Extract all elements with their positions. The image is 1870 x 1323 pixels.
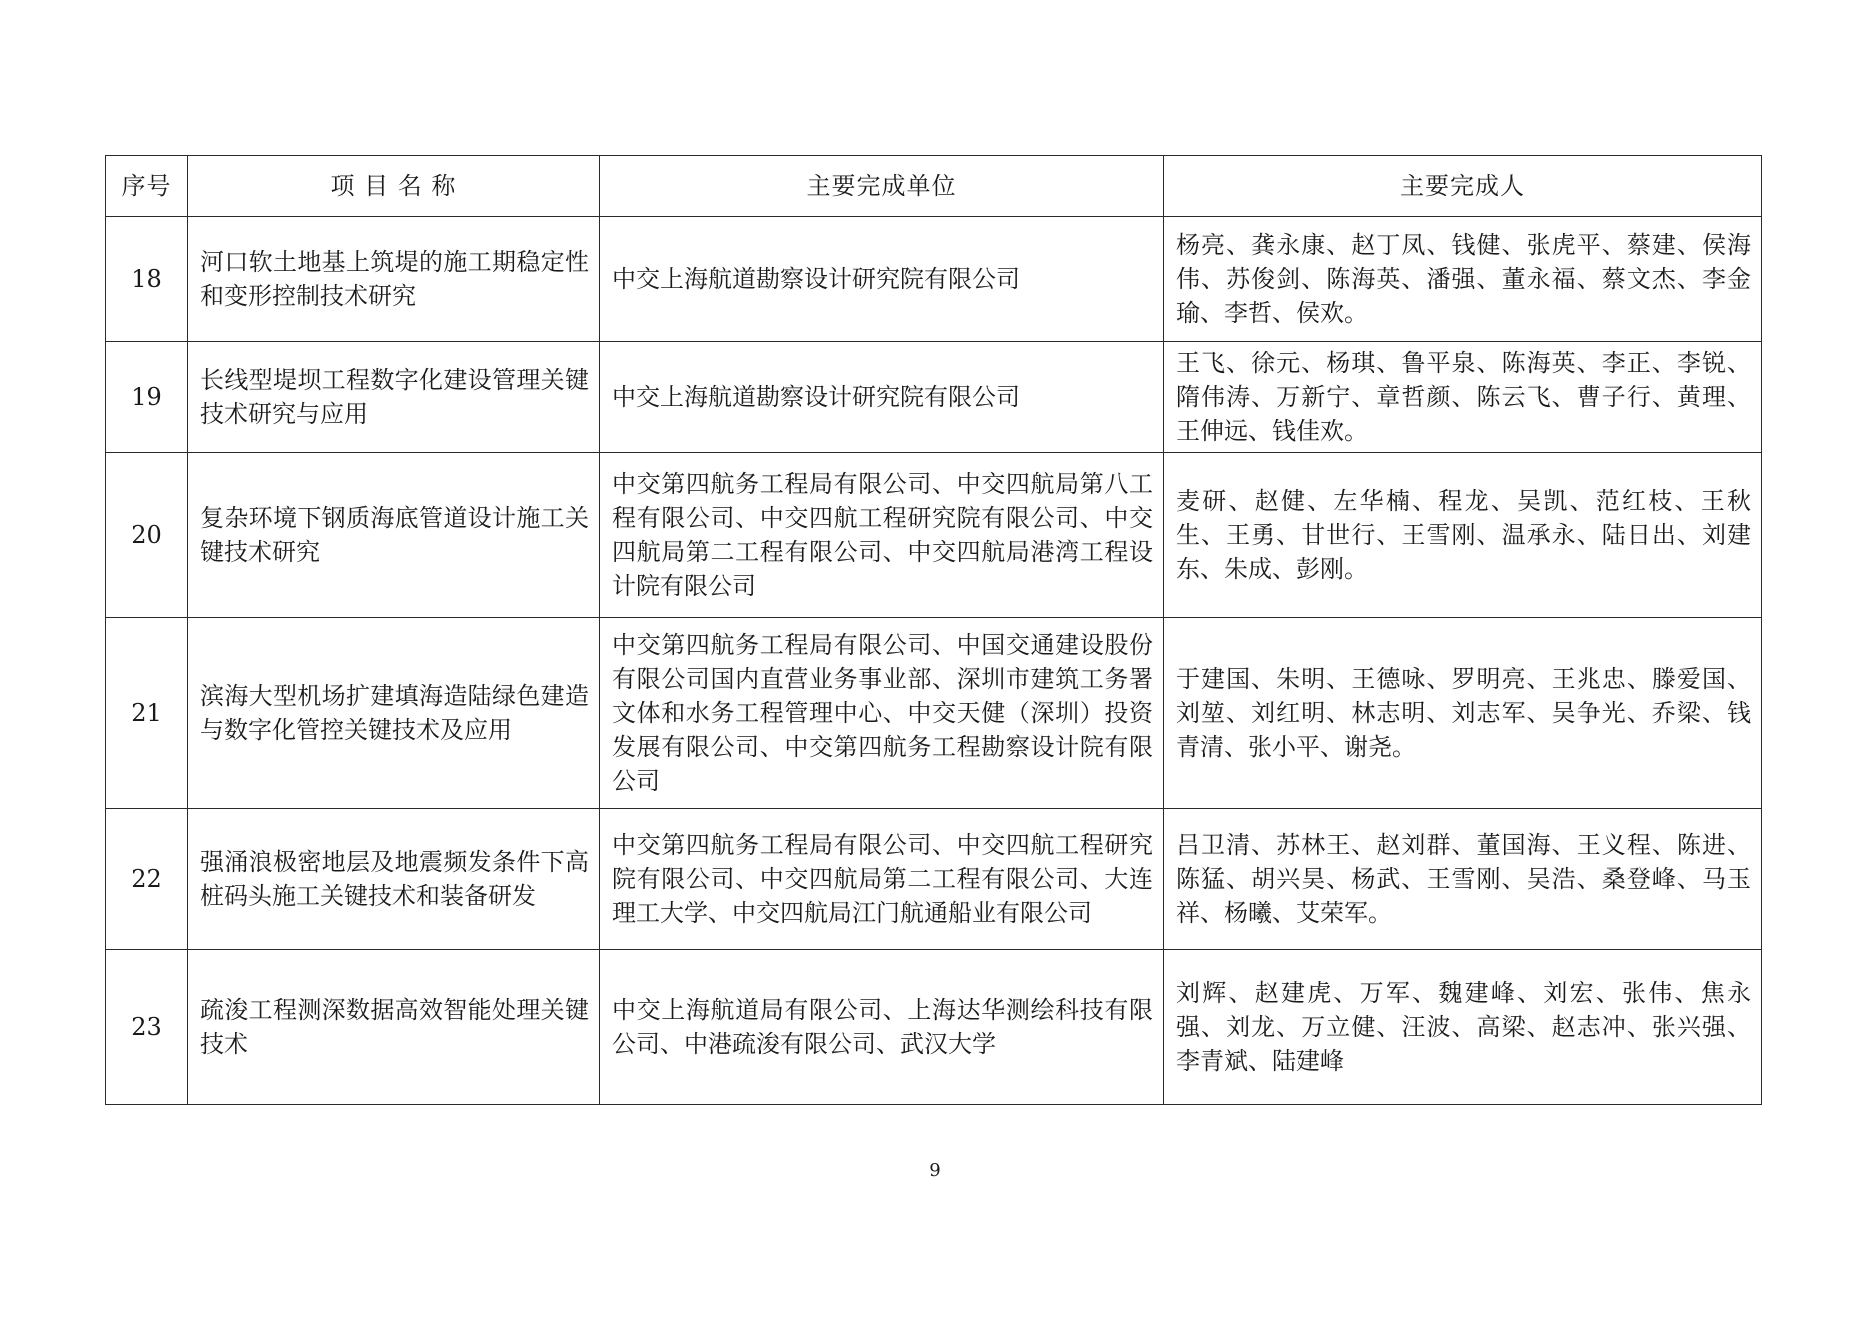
completing-units: 中交第四航务工程局有限公司、中国交通建设股份有限公司国内直营业务事业部、深圳市建筑工务署文体和水务工程管理中心、中交天健（深圳）投资发展有限公司、中交第四航务工程勘察设计院有限公司 — [600, 618, 1164, 809]
completing-units: 中交第四航务工程局有限公司、中交四航局第八工程有限公司、中交四航工程研究院有限公司、中交四航局第二工程有限公司、中交四航局港湾工程设计院有限公司 — [600, 453, 1164, 618]
project-name: 疏浚工程测深数据高效智能处理关键技术 — [188, 950, 600, 1105]
completing-people: 于建国、朱明、王德咏、罗明亮、王兆忠、滕爱国、刘堃、刘红明、林志明、刘志军、吴争光、乔梁、钱青清、张小平、谢尧。 — [1164, 618, 1762, 809]
row-number: 19 — [106, 342, 188, 453]
completing-people: 刘辉、赵建虎、万军、魏建峰、刘宏、张伟、焦永强、刘龙、万立健、汪波、高梁、赵志冲、张兴强、李青斌、陆建峰 — [1164, 950, 1762, 1105]
table-header-row — [106, 156, 1762, 217]
header-name: 项 目 名 称 — [188, 156, 600, 217]
completing-people: 吕卫清、苏林王、赵刘群、董国海、王义程、陈进、陈猛、胡兴昊、杨武、王雪刚、吴浩、桑登峰、马玉祥、杨曦、艾荣军。 — [1164, 809, 1762, 950]
completing-people: 杨亮、龚永康、赵丁凤、钱健、张虎平、蔡建、侯海伟、苏俊剑、陈海英、潘强、董永福、蔡文杰、李金瑜、李哲、侯欢。 — [1164, 217, 1762, 342]
completing-units: 中交上海航道勘察设计研究院有限公司 — [600, 217, 1164, 342]
completing-units: 中交上海航道局有限公司、上海达华测绘科技有限公司、中港疏浚有限公司、武汉大学 — [600, 950, 1164, 1105]
completing-units: 中交上海航道勘察设计研究院有限公司 — [600, 342, 1164, 453]
table-row — [106, 618, 1762, 809]
completing-people: 麦研、赵健、左华楠、程龙、吴凯、范红枝、王秋生、王勇、甘世行、王雪刚、温承永、陆日出、刘建东、朱成、彭刚。 — [1164, 453, 1762, 618]
completing-people: 王飞、徐元、杨琪、鲁平泉、陈海英、李正、李锐、隋伟涛、万新宁、章哲颜、陈云飞、曹子行、黄理、王伸远、钱佳欢。 — [1164, 342, 1762, 453]
completing-units: 中交第四航务工程局有限公司、中交四航工程研究院有限公司、中交四航局第二工程有限公司、大连理工大学、中交四航局江门航通船业有限公司 — [600, 809, 1164, 950]
project-name: 复杂环境下钢质海底管道设计施工关键技术研究 — [188, 453, 600, 618]
row-number: 20 — [106, 453, 188, 618]
table-row — [106, 950, 1762, 1105]
row-number: 22 — [106, 809, 188, 950]
header-people: 主要完成人 — [1164, 156, 1762, 217]
awards-table — [105, 155, 1762, 1105]
table-row — [106, 217, 1762, 342]
project-name: 滨海大型机场扩建填海造陆绿色建造与数字化管控关键技术及应用 — [188, 618, 600, 809]
table-row — [106, 453, 1762, 618]
header-no: 序号 — [106, 156, 188, 217]
row-number: 21 — [106, 618, 188, 809]
project-name: 强涌浪极密地层及地震频发条件下高桩码头施工关键技术和装备研发 — [188, 809, 600, 950]
table-row — [106, 809, 1762, 950]
header-unit: 主要完成单位 — [600, 156, 1164, 217]
page-number: 9 — [929, 1160, 941, 1181]
row-number: 18 — [106, 217, 188, 342]
project-name: 长线型堤坝工程数字化建设管理关键技术研究与应用 — [188, 342, 600, 453]
row-number: 23 — [106, 950, 188, 1105]
table-row — [106, 342, 1762, 453]
project-name: 河口软土地基上筑堤的施工期稳定性和变形控制技术研究 — [188, 217, 600, 342]
